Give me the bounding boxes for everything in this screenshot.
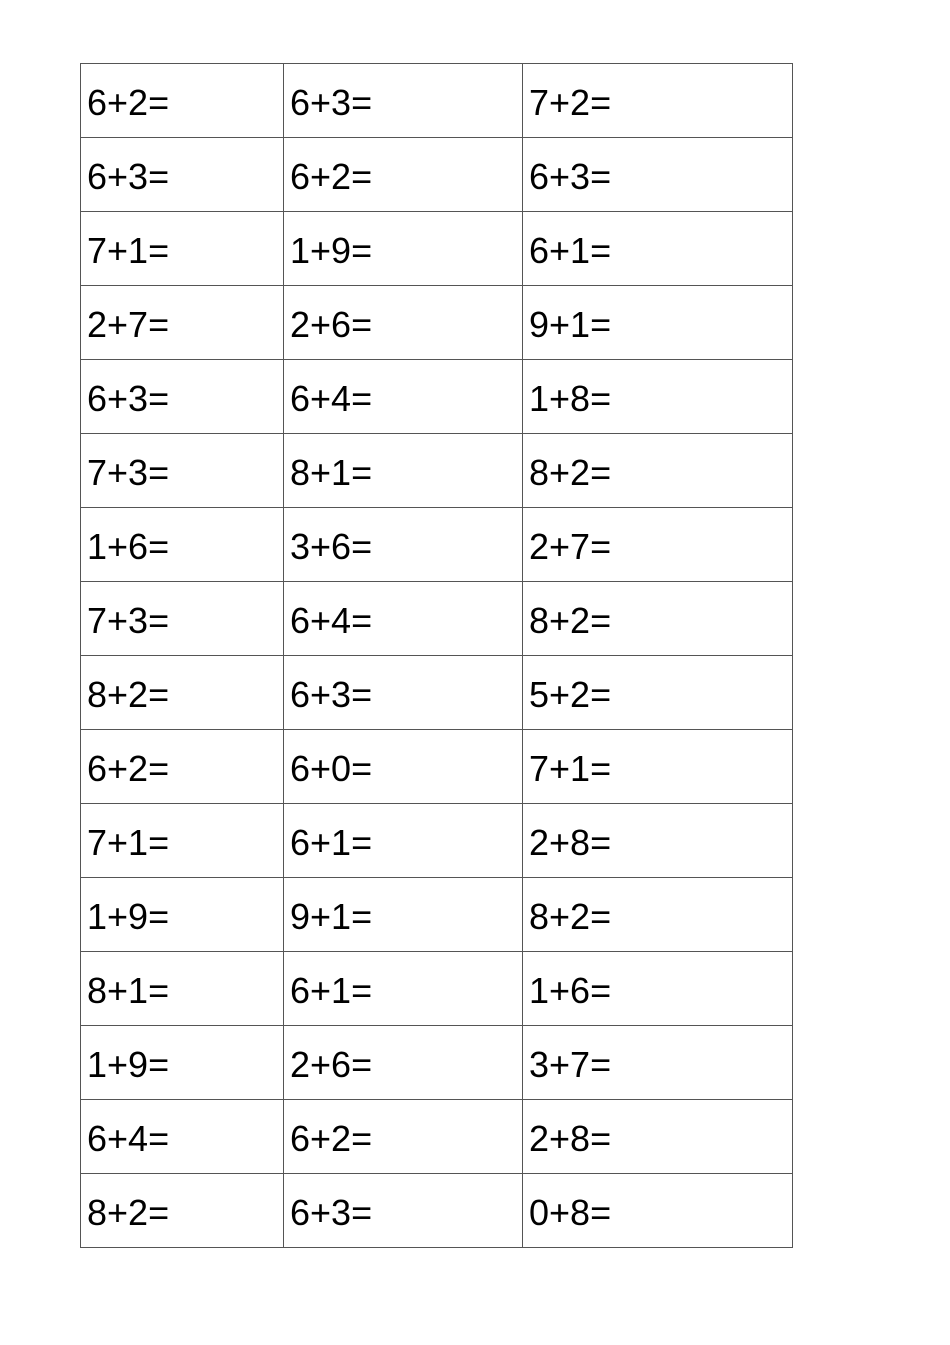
problem-cell	[523, 1174, 793, 1248]
addition-problem: 8+2=	[529, 451, 612, 493]
problem-cell	[284, 64, 523, 138]
problem-cell	[284, 1174, 523, 1248]
addition-problem: 6+1=	[290, 969, 373, 1011]
problem-cell	[81, 952, 284, 1026]
worksheet-row	[81, 64, 793, 138]
addition-problem: 8+2=	[87, 1191, 170, 1233]
addition-problem: 1+6=	[529, 969, 612, 1011]
problem-cell	[81, 138, 284, 212]
problem-cell	[523, 1100, 793, 1174]
problem-cell	[523, 952, 793, 1026]
addition-problem: 6+2=	[87, 81, 170, 123]
addition-problem: 6+4=	[87, 1117, 170, 1159]
problem-cell	[81, 64, 284, 138]
addition-problem: 6+1=	[529, 229, 612, 271]
worksheet-row	[81, 804, 793, 878]
addition-problem: 6+2=	[87, 747, 170, 789]
problem-cell	[523, 434, 793, 508]
worksheet-body	[81, 64, 793, 1248]
worksheet-row	[81, 952, 793, 1026]
addition-problem: 6+0=	[290, 747, 373, 789]
problem-cell	[81, 1174, 284, 1248]
addition-problem: 8+2=	[529, 599, 612, 641]
worksheet-row	[81, 360, 793, 434]
addition-problem: 6+3=	[290, 81, 373, 123]
addition-problem: 6+2=	[290, 155, 373, 197]
problem-cell	[81, 582, 284, 656]
addition-problem: 6+3=	[290, 673, 373, 715]
worksheet-row	[81, 1174, 793, 1248]
addition-problem: 2+8=	[529, 821, 612, 863]
problem-cell	[284, 952, 523, 1026]
addition-problem: 8+1=	[290, 451, 373, 493]
problem-cell	[284, 1026, 523, 1100]
addition-problem: 6+3=	[529, 155, 612, 197]
problem-cell	[81, 804, 284, 878]
problem-cell	[81, 878, 284, 952]
problem-cell	[81, 508, 284, 582]
problem-cell	[523, 212, 793, 286]
problem-cell	[81, 434, 284, 508]
problem-cell	[523, 582, 793, 656]
addition-problem: 0+8=	[529, 1191, 612, 1233]
addition-worksheet-table	[80, 63, 793, 1248]
problem-cell	[523, 286, 793, 360]
problem-cell	[284, 360, 523, 434]
problem-cell	[523, 138, 793, 212]
addition-problem: 7+3=	[87, 451, 170, 493]
worksheet-row	[81, 656, 793, 730]
addition-problem: 7+1=	[87, 229, 170, 271]
worksheet-row	[81, 286, 793, 360]
problem-cell	[284, 656, 523, 730]
problem-cell	[284, 286, 523, 360]
problem-cell	[81, 360, 284, 434]
problem-cell	[523, 878, 793, 952]
problem-cell	[523, 1026, 793, 1100]
addition-problem: 3+7=	[529, 1043, 612, 1085]
addition-problem: 9+1=	[290, 895, 373, 937]
addition-problem: 1+6=	[87, 525, 170, 567]
problem-cell	[81, 212, 284, 286]
worksheet-row	[81, 1100, 793, 1174]
problem-cell	[284, 582, 523, 656]
problem-cell	[284, 508, 523, 582]
problem-cell	[81, 1100, 284, 1174]
problem-cell	[284, 138, 523, 212]
problem-cell	[523, 360, 793, 434]
addition-problem: 6+1=	[290, 821, 373, 863]
addition-problem: 7+1=	[87, 821, 170, 863]
worksheet-row	[81, 878, 793, 952]
problem-cell	[523, 64, 793, 138]
problem-cell	[523, 730, 793, 804]
worksheet-row	[81, 212, 793, 286]
addition-problem: 2+6=	[290, 1043, 373, 1085]
addition-problem: 6+3=	[290, 1191, 373, 1233]
addition-problem: 2+8=	[529, 1117, 612, 1159]
addition-problem: 1+9=	[87, 1043, 170, 1085]
problem-cell	[81, 286, 284, 360]
addition-problem: 8+1=	[87, 969, 170, 1011]
problem-cell	[523, 508, 793, 582]
problem-cell	[284, 434, 523, 508]
addition-problem: 6+4=	[290, 377, 373, 419]
addition-problem: 1+9=	[290, 229, 373, 271]
problem-cell	[284, 1100, 523, 1174]
addition-problem: 6+3=	[87, 377, 170, 419]
worksheet-row	[81, 582, 793, 656]
addition-problem: 6+2=	[290, 1117, 373, 1159]
problem-cell	[284, 804, 523, 878]
addition-problem: 8+2=	[529, 895, 612, 937]
problem-cell	[284, 878, 523, 952]
addition-problem: 2+7=	[87, 303, 170, 345]
addition-problem: 6+3=	[87, 155, 170, 197]
addition-problem: 3+6=	[290, 525, 373, 567]
addition-problem: 6+4=	[290, 599, 373, 641]
problem-cell	[284, 730, 523, 804]
worksheet-row	[81, 434, 793, 508]
addition-problem: 5+2=	[529, 673, 612, 715]
problem-cell	[81, 1026, 284, 1100]
problem-cell	[284, 212, 523, 286]
worksheet-row	[81, 138, 793, 212]
problem-cell	[523, 656, 793, 730]
addition-problem: 7+3=	[87, 599, 170, 641]
addition-problem: 2+7=	[529, 525, 612, 567]
addition-problem: 1+8=	[529, 377, 612, 419]
problem-cell	[81, 730, 284, 804]
worksheet-row	[81, 730, 793, 804]
problem-cell	[523, 804, 793, 878]
worksheet-row	[81, 508, 793, 582]
addition-problem: 7+2=	[529, 81, 612, 123]
addition-problem: 7+1=	[529, 747, 612, 789]
addition-problem: 2+6=	[290, 303, 373, 345]
worksheet-row	[81, 1026, 793, 1100]
addition-problem: 9+1=	[529, 303, 612, 345]
addition-problem: 8+2=	[87, 673, 170, 715]
problem-cell	[81, 656, 284, 730]
addition-problem: 1+9=	[87, 895, 170, 937]
